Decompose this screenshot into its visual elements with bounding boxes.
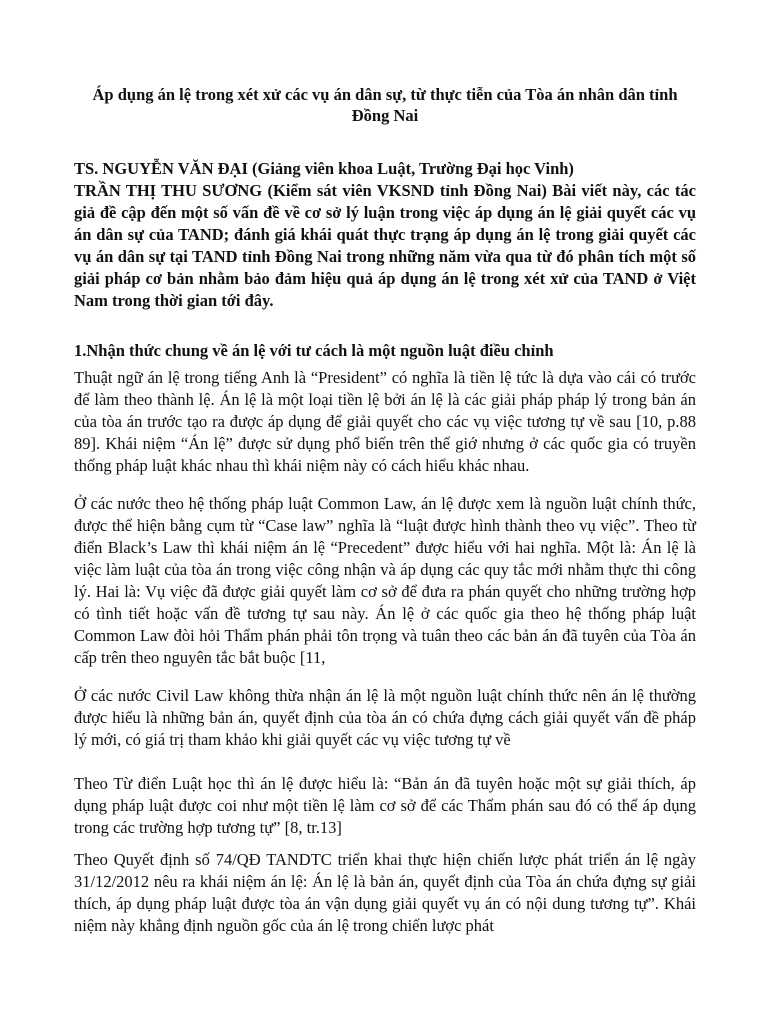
author-abstract-block bbox=[74, 158, 696, 312]
section-heading: 1.Nhận thức chung về án lệ với tư cách là một nguồn luật điều chỉnh bbox=[74, 341, 554, 360]
paragraph-3: Ở các nước Civil Law không thừa nhận án lệ là một nguồn luật chính thức nên án lệ thường được hiểu là những bản án, quyết định của tòa án có chứa đựng cách giải quyết vấn đề pháp lý mới, có giá trị tham khảo khi giải quyết các vụ việc tương tự về bbox=[74, 686, 696, 749]
author-line-1: TS. NGUYỄN VĂN ĐẠI (Giảng viên khoa Luật, Trường Đại học Vinh) bbox=[74, 159, 574, 178]
document-title: Áp dụng án lệ trong xét xử các vụ án dân sự, từ thực tiễn của Tòa án nhân dân tỉnh Đồng Nai bbox=[92, 85, 678, 125]
paragraph-5: Theo Quyết định số 74/QĐ TANDTC triển khai thực hiện chiến lược phát triển án lệ ngày 31/12/2012 nêu ra khái niệm án lệ: Án lệ là bản án, quyết định của Tòa án chứa đựng sự giải thích, áp dụng pháp luật được tòa án vận dụng giải quyết vụ án có nội dung tương tự”. Khái niệm này khẳng định nguồn gốc của án lệ trong chiến lược phát bbox=[74, 850, 696, 935]
author-line-2-abstract: TRẦN THỊ THU SƯƠNG (Kiểm sát viên VKSND tỉnh Đồng Nai) Bài viết này, các tác giả đề cập đến một số vấn đề về cơ sở lý luận trong việc áp dụng án lệ giải quyết các vụ án dân sự của TAND; đánh giá khái quát thực trạng áp dụng án lệ trong giải quyết các vụ án dân sự tại TAND tỉnh Đồng Nai trong những năm vừa qua từ đó phân tích một số giải pháp cơ bản nhằm bảo đảm hiệu quả áp dụng án lệ trong xét xử của TAND ở Việt Nam trong thời gian tới đây. bbox=[74, 181, 696, 310]
paragraph-2: Ở các nước theo hệ thống pháp luật Common Law, án lệ được xem là nguồn luật chính thức, được thể hiện bằng cụm từ “Case law” nghĩa là “luật được hình thành theo vụ việc”. Theo từ điển Black’s Law thì khái niệm án lệ “Precedent” được hiểu với hai nghĩa. Một là: Án lệ là việc làm luật của tòa án trong việc công nhận và áp dụng các quy tắc mới nhằm thực thi công lý. Hai là: Vụ việc đã được giải quyết làm cơ sở để đưa ra phán quyết cho những trường hợp có tình tiết hoặc vấn đề tương tự sau này. Án lệ ở các quốc gia theo hệ thống pháp luật Common Law đòi hỏi Thẩm phán phải tôn trọng và tuân theo các bản án đã tuyên của Tòa án cấp trên theo nguyên tắc bắt buộc [11, bbox=[74, 494, 696, 667]
paragraph-1: Thuật ngữ án lệ trong tiếng Anh là “President” có nghĩa là tiền lệ tức là dựa vào cái có trước để làm theo thành lệ. Án lệ là một loại tiền lệ bởi án lệ là các giải pháp pháp lý trong bản án của tòa án trước tạo ra được áp dụng để giải quyết cho các vụ việc tương tự về sau [10, p.88 89]. Khái niệm “Án lệ” được sử dụng phổ biến trên thế giớ nhưng ở các quốc gia có truyền thống pháp luật khác nhau thì khái niệm này có cách hiểu khác nhau. bbox=[74, 368, 696, 475]
paragraph-4: Theo Từ điển Luật học thì án lệ được hiểu là: “Bản án đã tuyên hoặc một sự giải thích, áp dụng pháp luật được coi như một tiền lệ làm cơ sở để các Thẩm phán sau đó có thể áp dụng trong các trường hợp tương tự” [8, tr.13] bbox=[74, 774, 696, 837]
